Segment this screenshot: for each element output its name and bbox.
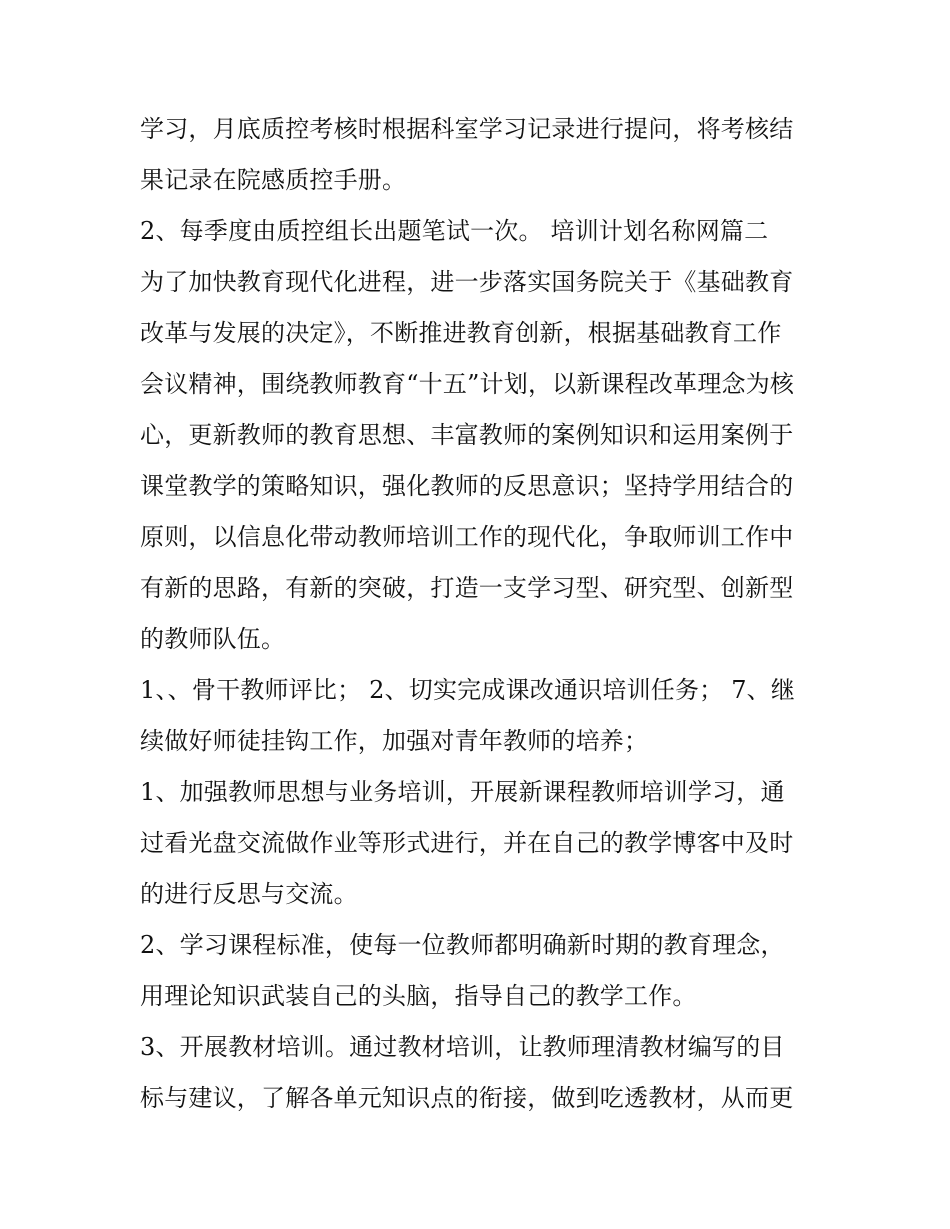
text-line: 的教师队伍。 (140, 625, 286, 653)
text-line: 3、开展教材培训。通过教材培训，让教师理清教材编写的目 (140, 1033, 785, 1061)
text-line: 课堂教学的策略知识，强化教师的反思意识；坚持学用结合的 (140, 472, 794, 500)
text-line: 2、学习课程标准，使每一位教师都明确新时期的教育理念， (140, 931, 785, 959)
text-line: 标与建议，了解各单元知识点的衔接，做到吃透教材，从而更 (140, 1084, 794, 1112)
text-line: 的进行反思与交流。 (140, 880, 358, 908)
text-line: 有新的思路，有新的突破，打造一支学习型、研究型、创新型 (140, 574, 794, 602)
text-line: 过看光盘交流做作业等形式进行，并在自己的教学博客中及时 (140, 829, 794, 857)
text-line: 果记录在院感质控手册。 (140, 166, 407, 194)
text-line: 1、加强教师思想与业务培训，开展新课程教师培训学习，通 (140, 778, 785, 806)
text-line: 2、每季度由质控组长出题笔试一次。 培训计划名称网篇二 (140, 217, 769, 245)
text-line: 心，更新教师的教育思想、丰富教师的案例知识和运用案例于 (140, 421, 794, 449)
text-line: 会议精神，围绕教师教育“十五”计划，以新课程改革理念为核 (140, 370, 795, 398)
text-line: 为了加快教育现代化进程，进一步落实国务院关于《基础教育 (140, 268, 794, 296)
text-line: 用理论知识武装自己的头脑，指导自己的教学工作。 (140, 982, 697, 1010)
text-line: 学习，月底质控考核时根据科室学习记录进行提问，将考核结 (140, 115, 794, 143)
text-line: 续做好师徒挂钩工作，加强对青年教师的培养； (140, 727, 649, 755)
text-line: 1、、骨干教师评比； 2、切实完成课改通识培训任务； 7、继 (140, 676, 796, 704)
text-line: 改革与发展的决定》，不断推进教育创新，根据基础教育工作 (140, 319, 782, 347)
text-line: 原则，以信息化带动教师培训工作的现代化，争取师训工作中 (140, 523, 794, 551)
